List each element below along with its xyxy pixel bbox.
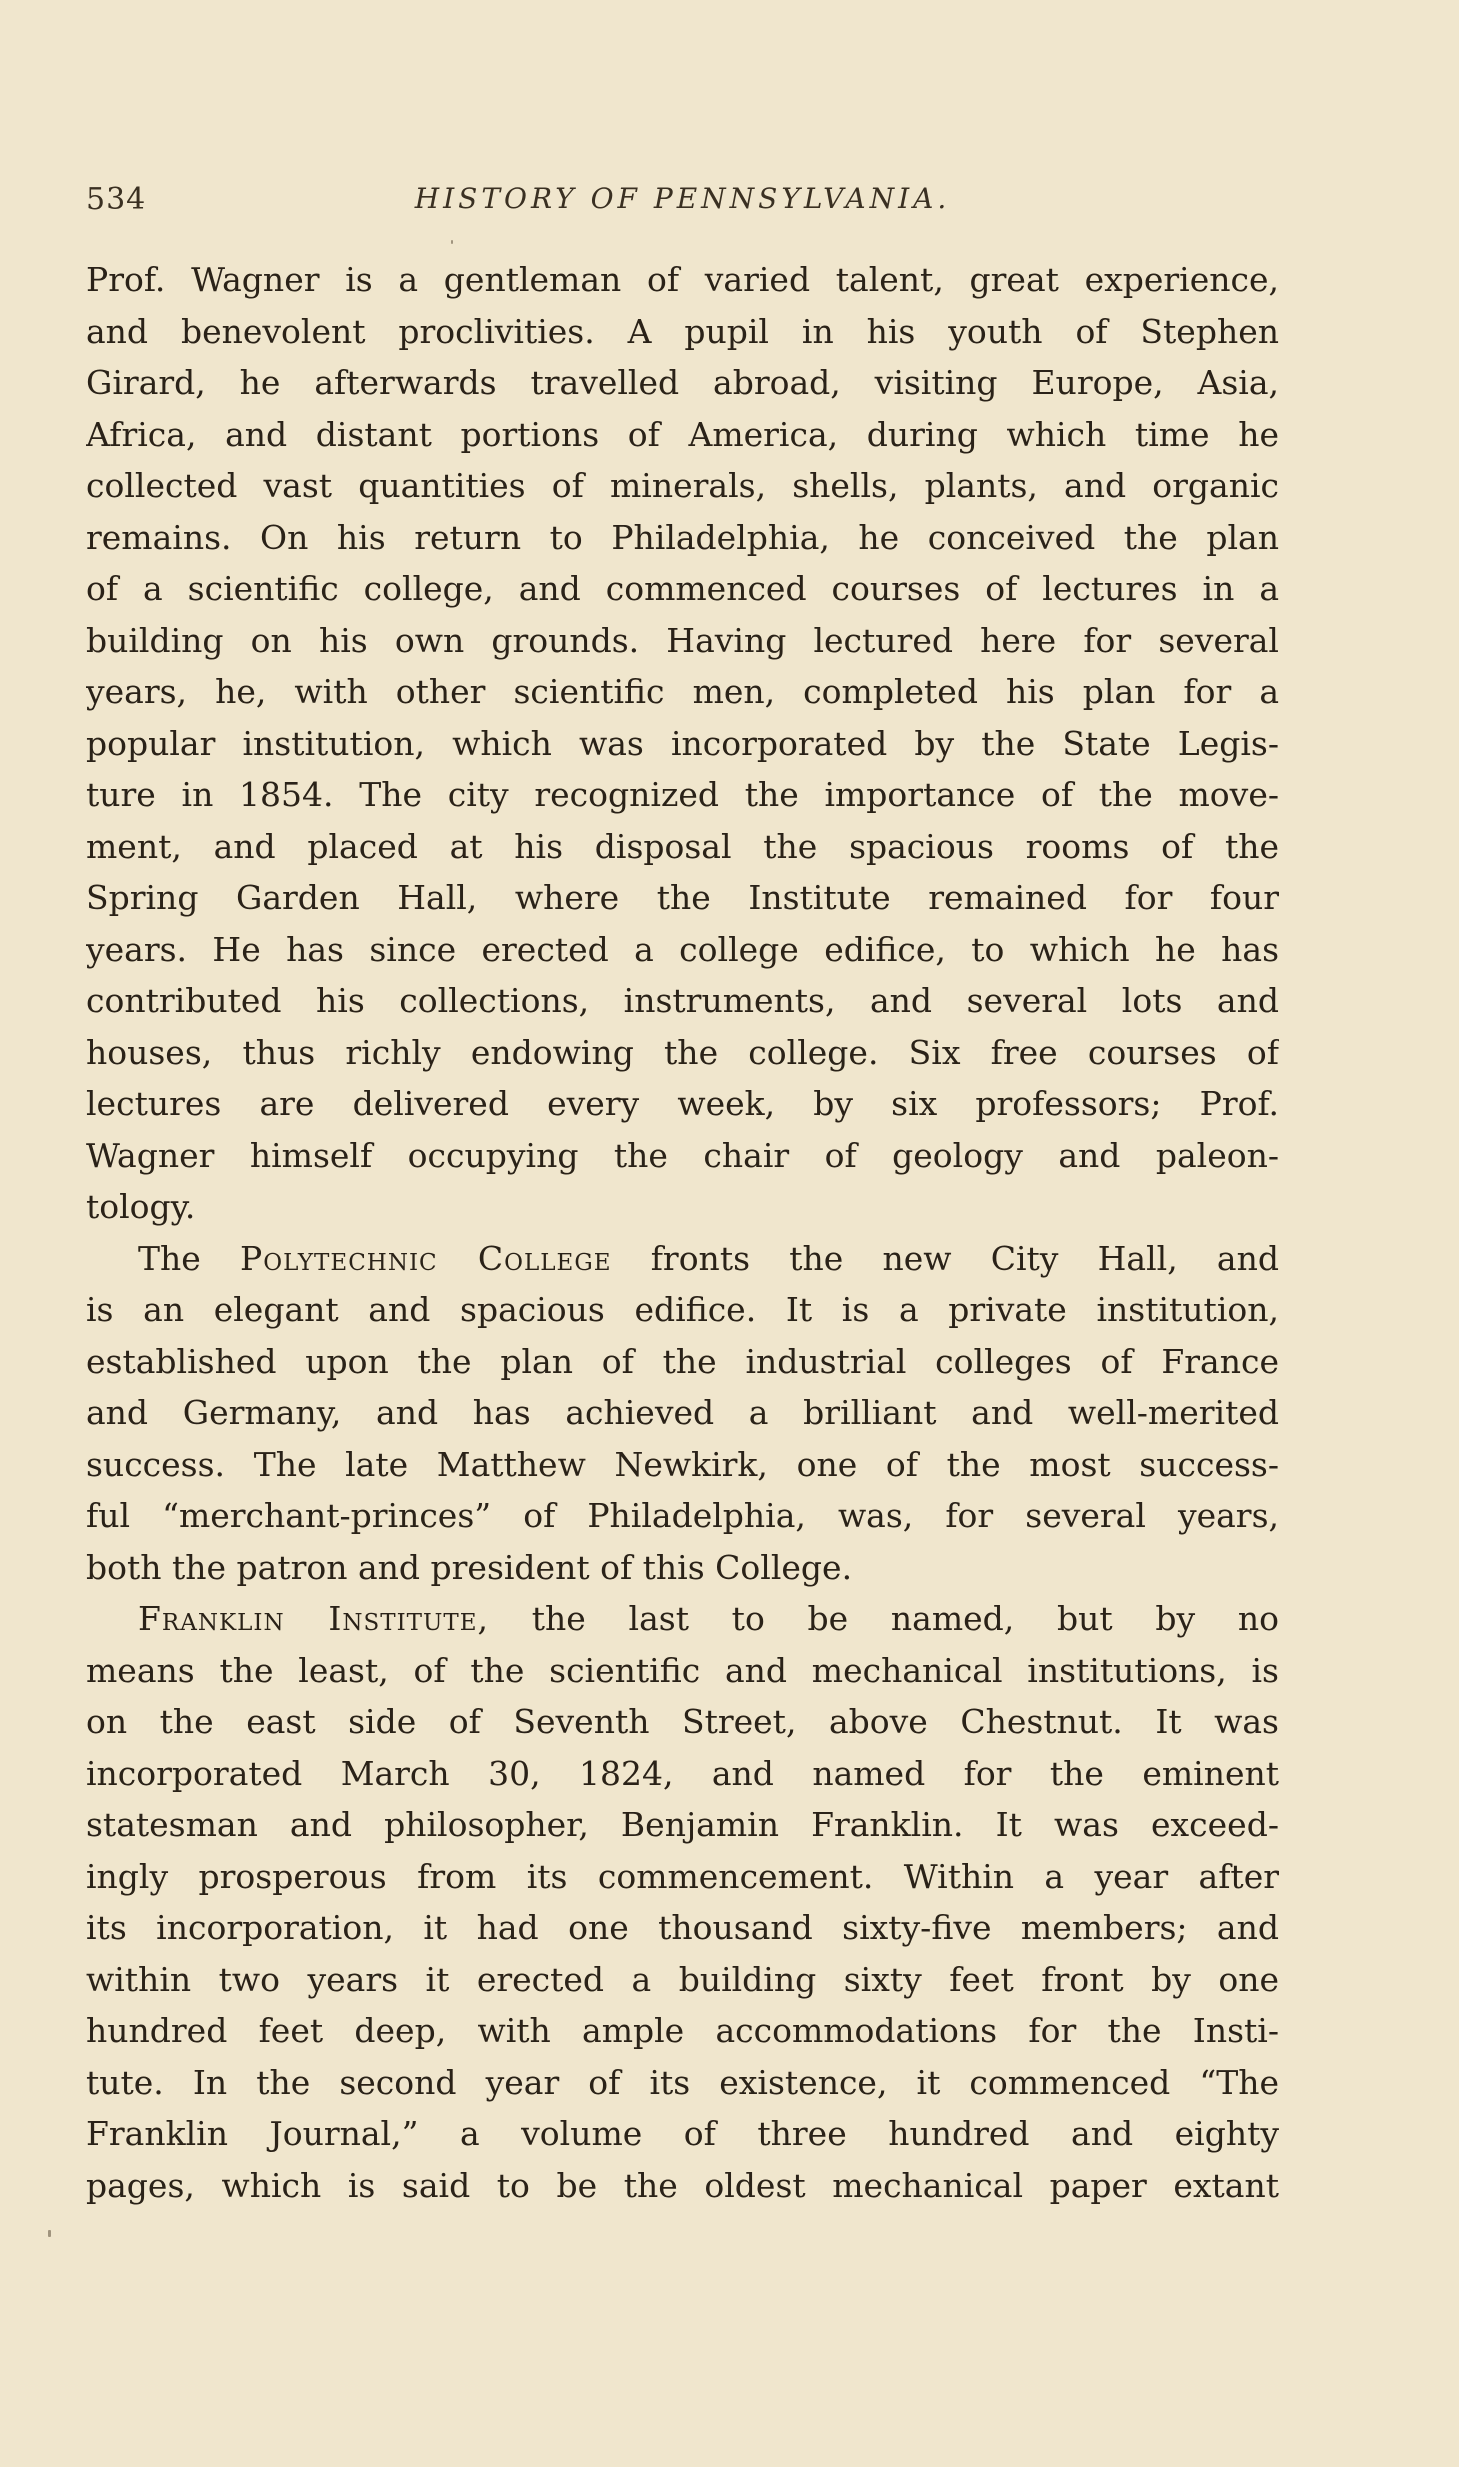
- text-line: Prof. Wagner is a gentleman of varied talent, great experience,: [86, 260, 1279, 299]
- text-line: years. He has since erected a college edifice, to which he has: [86, 929, 1279, 969]
- line-rest: the last to be named, but by no: [531, 1599, 1279, 1638]
- text-line: tute. In the second year of its existence, it commenced “The: [86, 2062, 1279, 2102]
- lead-word: The: [138, 1238, 201, 1278]
- text-line: ingly prosperous from its commencement. Within a year after: [86, 1856, 1279, 1896]
- text-line: tology.: [86, 1187, 196, 1226]
- text-line: [86, 1233, 1279, 1285]
- text-line: Africa, and distant portions of America, during which time he: [86, 414, 1279, 454]
- text-line: incorporated March 30, 1824, and named for the eminent: [86, 1753, 1279, 1793]
- text-line: hundred feet deep, with ample accommodations for the Insti-: [86, 2011, 1279, 2050]
- text-line: contributed his collections, instruments, and several lots and: [86, 981, 1279, 1020]
- institution-name: Franklin Institute,: [138, 1599, 490, 1638]
- text-line: within two years it erected a building sixty feet front by one: [86, 1959, 1279, 1999]
- text-line: popular institution, which was incorporated by the State Legis-: [86, 723, 1279, 763]
- text-line: pages, which is said to be the oldest mechanical paper extant: [86, 2165, 1279, 2205]
- text-line: established upon the plan of the industrial colleges of France: [86, 1341, 1279, 1381]
- paragraph-franklin: [86, 1593, 1279, 2211]
- page-number: 534: [86, 182, 147, 217]
- text-line: remains. On his return to Philadelphia, he conceived the plan: [86, 517, 1279, 557]
- text-line: of a scientific college, and commenced courses of lectures in a: [86, 569, 1279, 608]
- text-line: houses, thus richly endowing the college. Six free courses of: [86, 1032, 1279, 1072]
- text-line: collected vast quantities of minerals, shells, plants, and organic: [86, 466, 1279, 505]
- text-line: Spring Garden Hall, where the Institute remained for four: [86, 878, 1279, 917]
- page-body: [86, 254, 1279, 2211]
- page-header: [86, 182, 1279, 232]
- paragraph-polytechnic: [86, 1233, 1279, 1594]
- text-line: ful “merchant-princes” of Philadelphia, was, for several years,: [86, 1496, 1279, 1535]
- text-line: statesman and philosopher, Benjamin Franklin. It was exceed-: [86, 1805, 1279, 1844]
- text-line: both the patron and president of this College.: [86, 1547, 853, 1587]
- institution-name: Polytechnic College: [240, 1238, 612, 1278]
- text-line: and Germany, and has achieved a brilliant and well-merited: [86, 1393, 1279, 1432]
- text-line: Wagner himself occupying the chair of geology and paleon-: [86, 1135, 1279, 1175]
- text-line: is an elegant and spacious edifice. It is a private institution,: [86, 1290, 1279, 1329]
- text-line: years, he, with other scientific men, completed his plan for a: [86, 672, 1279, 711]
- text-line: lectures are delivered every week, by six professors; Prof.: [86, 1084, 1279, 1123]
- text-line: Girard, he afterwards travelled abroad, visiting Europe, Asia,: [86, 363, 1279, 402]
- text-line: building on his own grounds. Having lectured here for several: [86, 620, 1279, 660]
- running-title: HISTORY OF PENNSYLVANIA.: [414, 182, 951, 215]
- text-line: on the east side of Seventh Street, above Chestnut. It was: [86, 1702, 1279, 1741]
- text-line: [86, 1593, 1279, 1645]
- paragraph-wagner: [86, 254, 1279, 1233]
- text-line: ture in 1854. The city recognized the importance of the move-: [86, 775, 1279, 814]
- text-line: and benevolent proclivities. A pupil in his youth of Stephen: [86, 311, 1279, 351]
- text-line: means the least, of the scientific and mechanical institutions, is: [86, 1650, 1279, 1690]
- paper-speck: [451, 240, 453, 244]
- text-line: its incorporation, it had one thousand sixty-five members; and: [86, 1908, 1279, 1947]
- text-line: success. The late Matthew Newkirk, one of the most success-: [86, 1444, 1279, 1484]
- text-line: Franklin Journal,” a volume of three hundred and eighty: [86, 2114, 1279, 2153]
- text-line: ment, and placed at his disposal the spacious rooms of the: [86, 826, 1279, 866]
- line-rest: fronts the new City Hall, and: [650, 1238, 1279, 1278]
- paper-speck: [48, 2230, 51, 2237]
